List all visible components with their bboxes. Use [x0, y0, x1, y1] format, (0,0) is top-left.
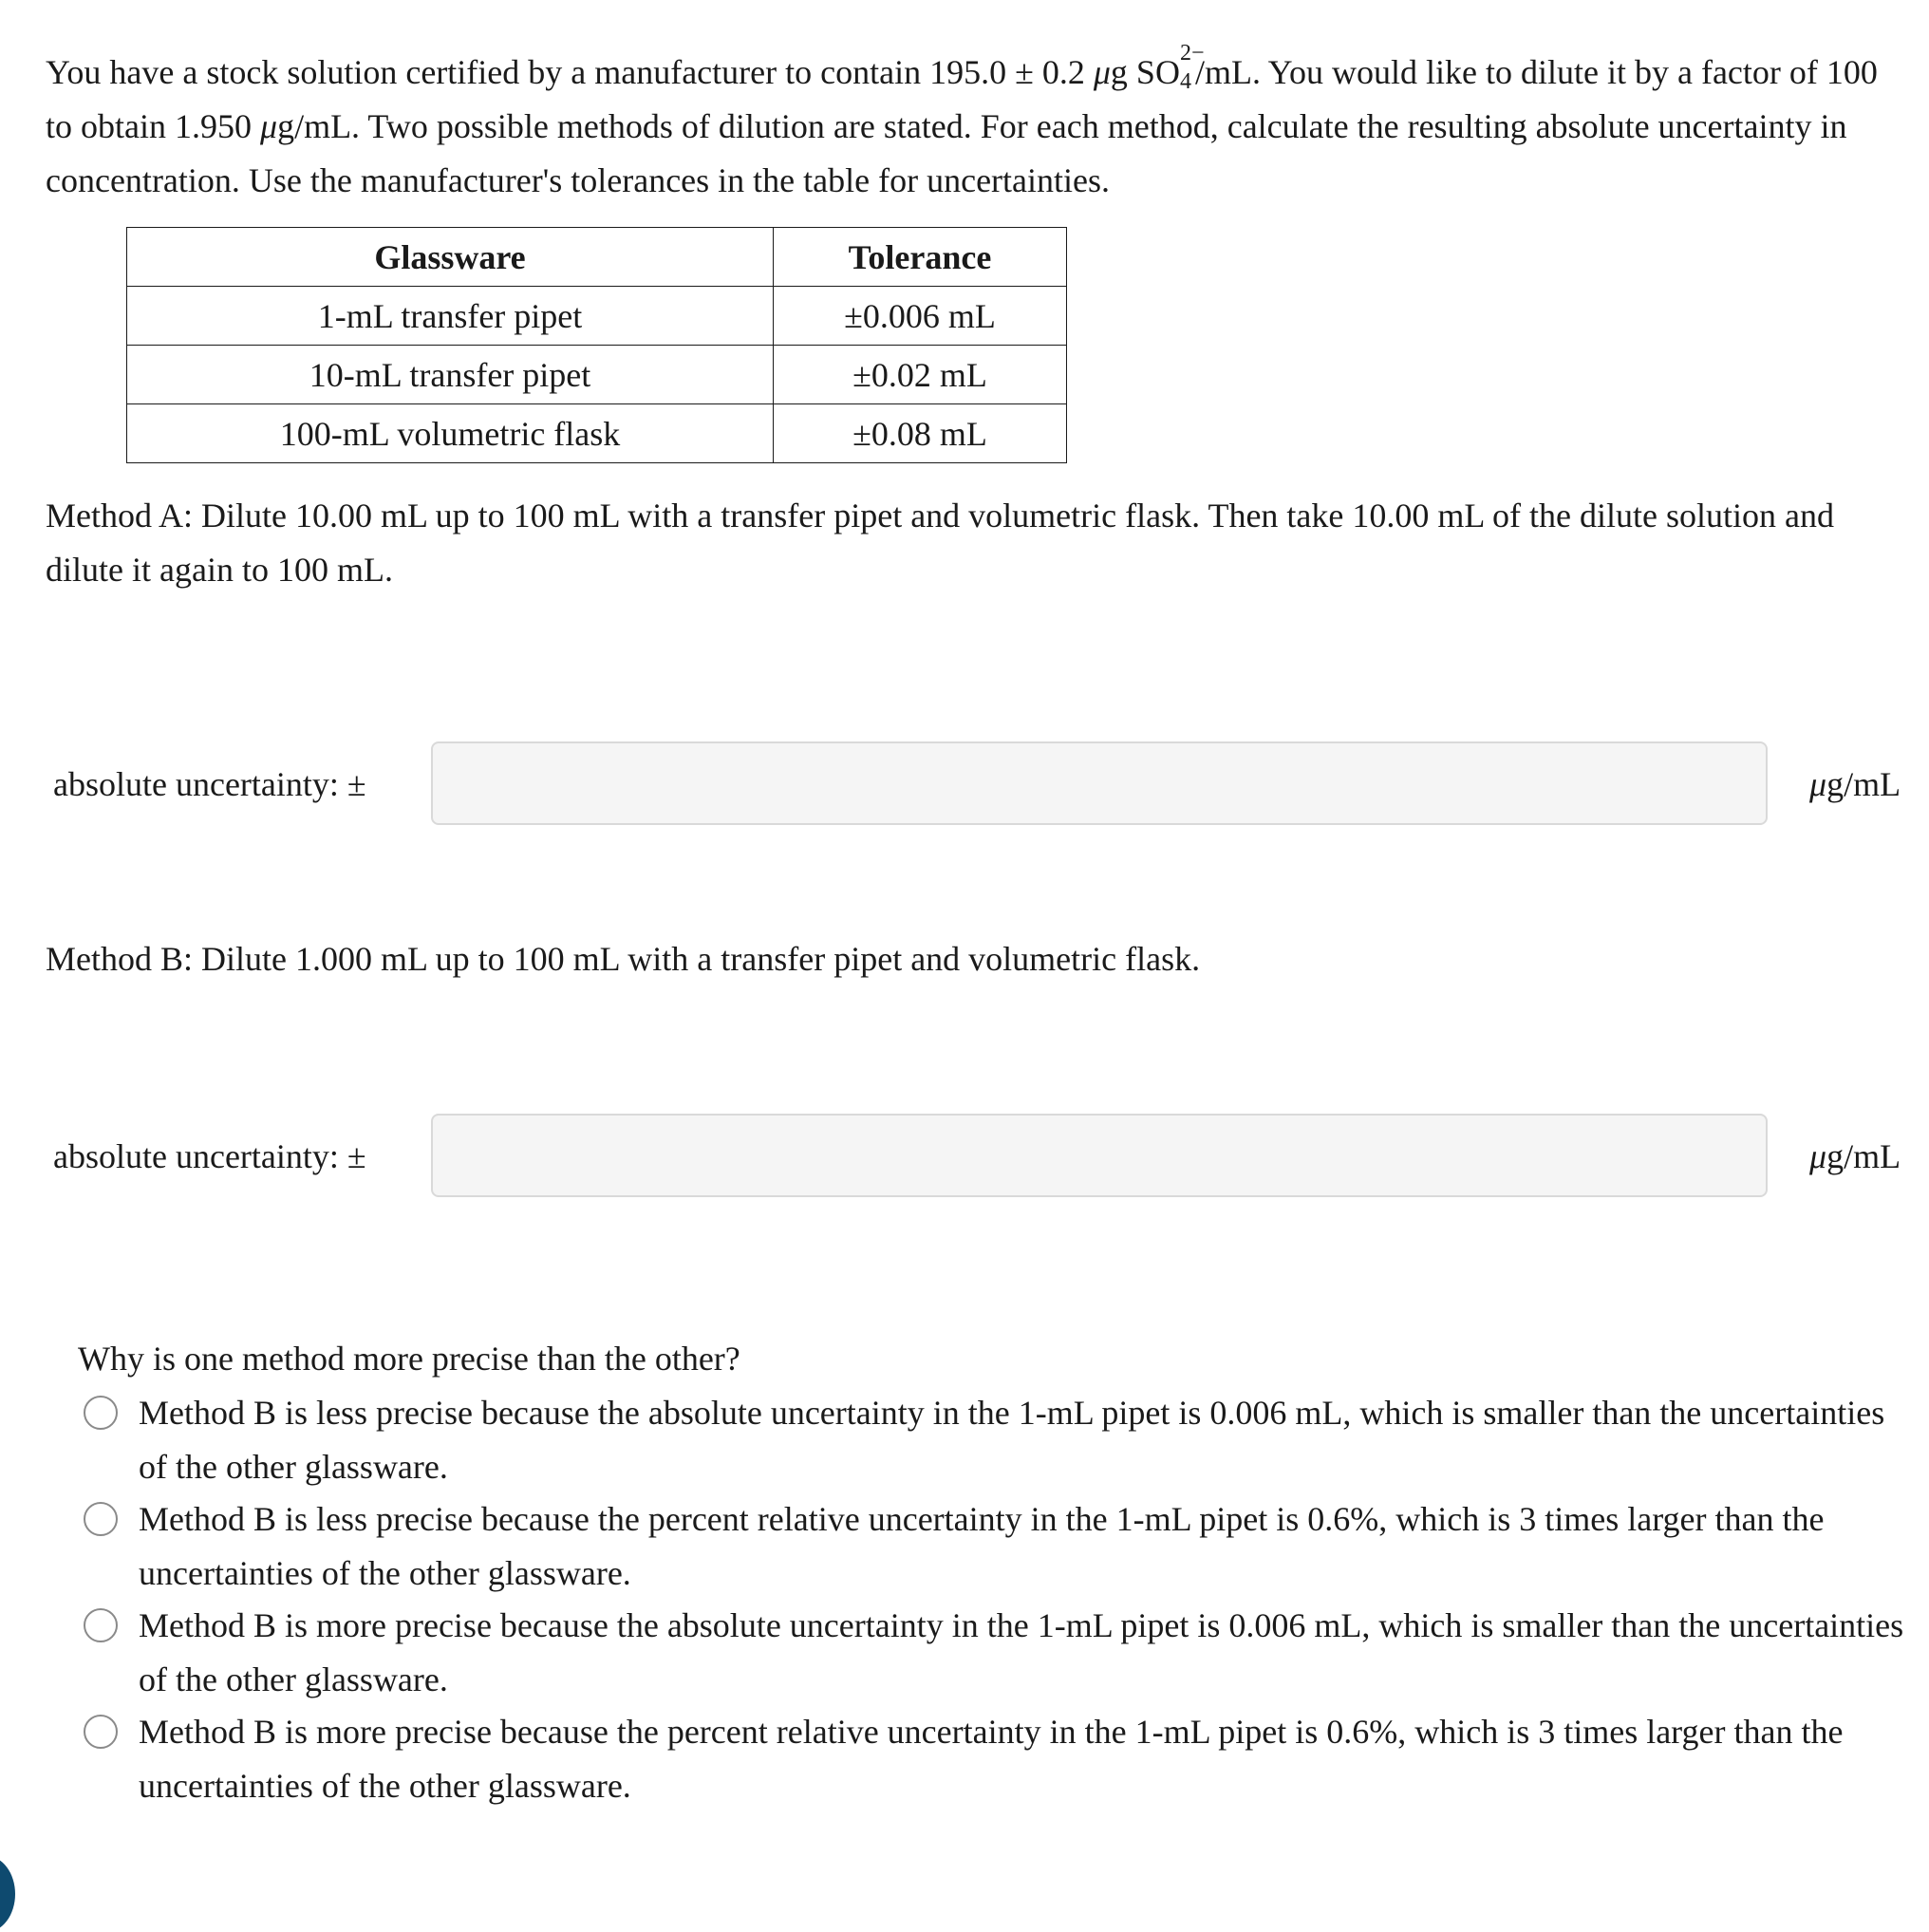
method-a-unit [1809, 741, 1901, 827]
radio-button[interactable] [84, 1396, 118, 1430]
method-a-uncertainty-input[interactable] [431, 741, 1768, 825]
intro-text-2: g SO [1110, 53, 1180, 91]
answer-option-1[interactable] [82, 1386, 1914, 1492]
radio-button[interactable] [84, 1715, 118, 1749]
sulfate-subscript: 4 [1179, 69, 1191, 94]
option-text[interactable]: Method B is more precise because the absolute uncertainty in the 1-mL pipet is 0.006 mL, which is smaller than the uncertainties of the other glassware. [139, 1606, 1904, 1698]
tolerance-table [126, 227, 1067, 463]
method-b-description: Method B: Dilute 1.000 mL up to 100 mL with a transfer pipet and volumetric flask. [46, 940, 1201, 978]
method-a-answer-row [53, 741, 1914, 827]
table-row [127, 346, 1067, 404]
answer-option-3[interactable] [82, 1599, 1914, 1705]
sulfate-charge: 2− [1179, 41, 1205, 66]
intro-text-1: You have a stock solution certified by a manufacturer to contain 195.0 ± 0.2 [46, 53, 1094, 91]
answer-option-2[interactable] [82, 1492, 1914, 1599]
method-b-answer-row [53, 1114, 1914, 1199]
unit-mu: μ [1809, 765, 1827, 803]
method-b-unit [1809, 1114, 1901, 1199]
unit-rest: g/mL [1826, 1137, 1901, 1175]
table-row [127, 287, 1067, 346]
intro-mu: μ [1093, 53, 1111, 91]
table-row [127, 404, 1067, 463]
glassware-cell: 1-mL transfer pipet [127, 287, 774, 346]
method-a-answer-label: absolute uncertainty: ± [53, 765, 366, 803]
header-tolerance: Tolerance [774, 228, 1067, 287]
intro-text-3: /mL. You would like to dilute it by a factor of 100 to obtain 1.950 [46, 53, 1878, 145]
answer-option-4[interactable] [82, 1705, 1914, 1811]
unit-mu: μ [1809, 1137, 1827, 1175]
option-text[interactable]: Method B is less precise because the percent relative uncertainty in the 1-mL pipet is 0.6%, which is 3 times larger than the uncertainties of the other glassware. [139, 1500, 1825, 1592]
table-header-row [127, 228, 1067, 287]
unit-rest: g/mL [1826, 765, 1901, 803]
glassware-cell: 100-mL volumetric flask [127, 404, 774, 463]
radio-button[interactable] [84, 1502, 118, 1536]
glassware-cell: 10-mL transfer pipet [127, 346, 774, 404]
tolerance-cell: ±0.006 mL [774, 287, 1067, 346]
option-text[interactable]: Method B is less precise because the absolute uncertainty in the 1-mL pipet is 0.006 mL, which is smaller than the uncertainties of the other glassware. [139, 1394, 1885, 1486]
tolerance-cell: ±0.08 mL [774, 404, 1067, 463]
problem-statement [46, 41, 1906, 208]
method-b-answer-label: absolute uncertainty: ± [53, 1137, 366, 1175]
method-b-uncertainty-input[interactable] [431, 1114, 1768, 1197]
answer-options [82, 1386, 1914, 1811]
option-text[interactable]: Method B is more precise because the percent relative uncertainty in the 1-mL pipet is 0.6%, which is 3 times larger than the uncertainties of the other glassware. [139, 1713, 1844, 1805]
tolerance-cell: ±0.02 mL [774, 346, 1067, 404]
sulfate-indices [1179, 41, 1205, 94]
question-prompt: Why is one method more precise than the other? [78, 1340, 740, 1378]
help-badge-icon[interactable] [0, 1856, 15, 1932]
intro-mu-2: μ [259, 107, 278, 145]
method-a-description: Method A: Dilute 10.00 mL up to 100 mL with a transfer pipet and volumetric flask. Then take 10.00 mL of the dilute solution and dilute it again to 100 mL. [46, 497, 1834, 589]
intro-text-4: g/mL. Two possible methods of dilution are stated. For each method, calculate the resulting absolute uncertainty in concentration. Use the manufacturer's tolerances in the table for uncertainties. [46, 107, 1847, 199]
radio-button[interactable] [84, 1608, 118, 1642]
header-glassware: Glassware [127, 228, 774, 287]
